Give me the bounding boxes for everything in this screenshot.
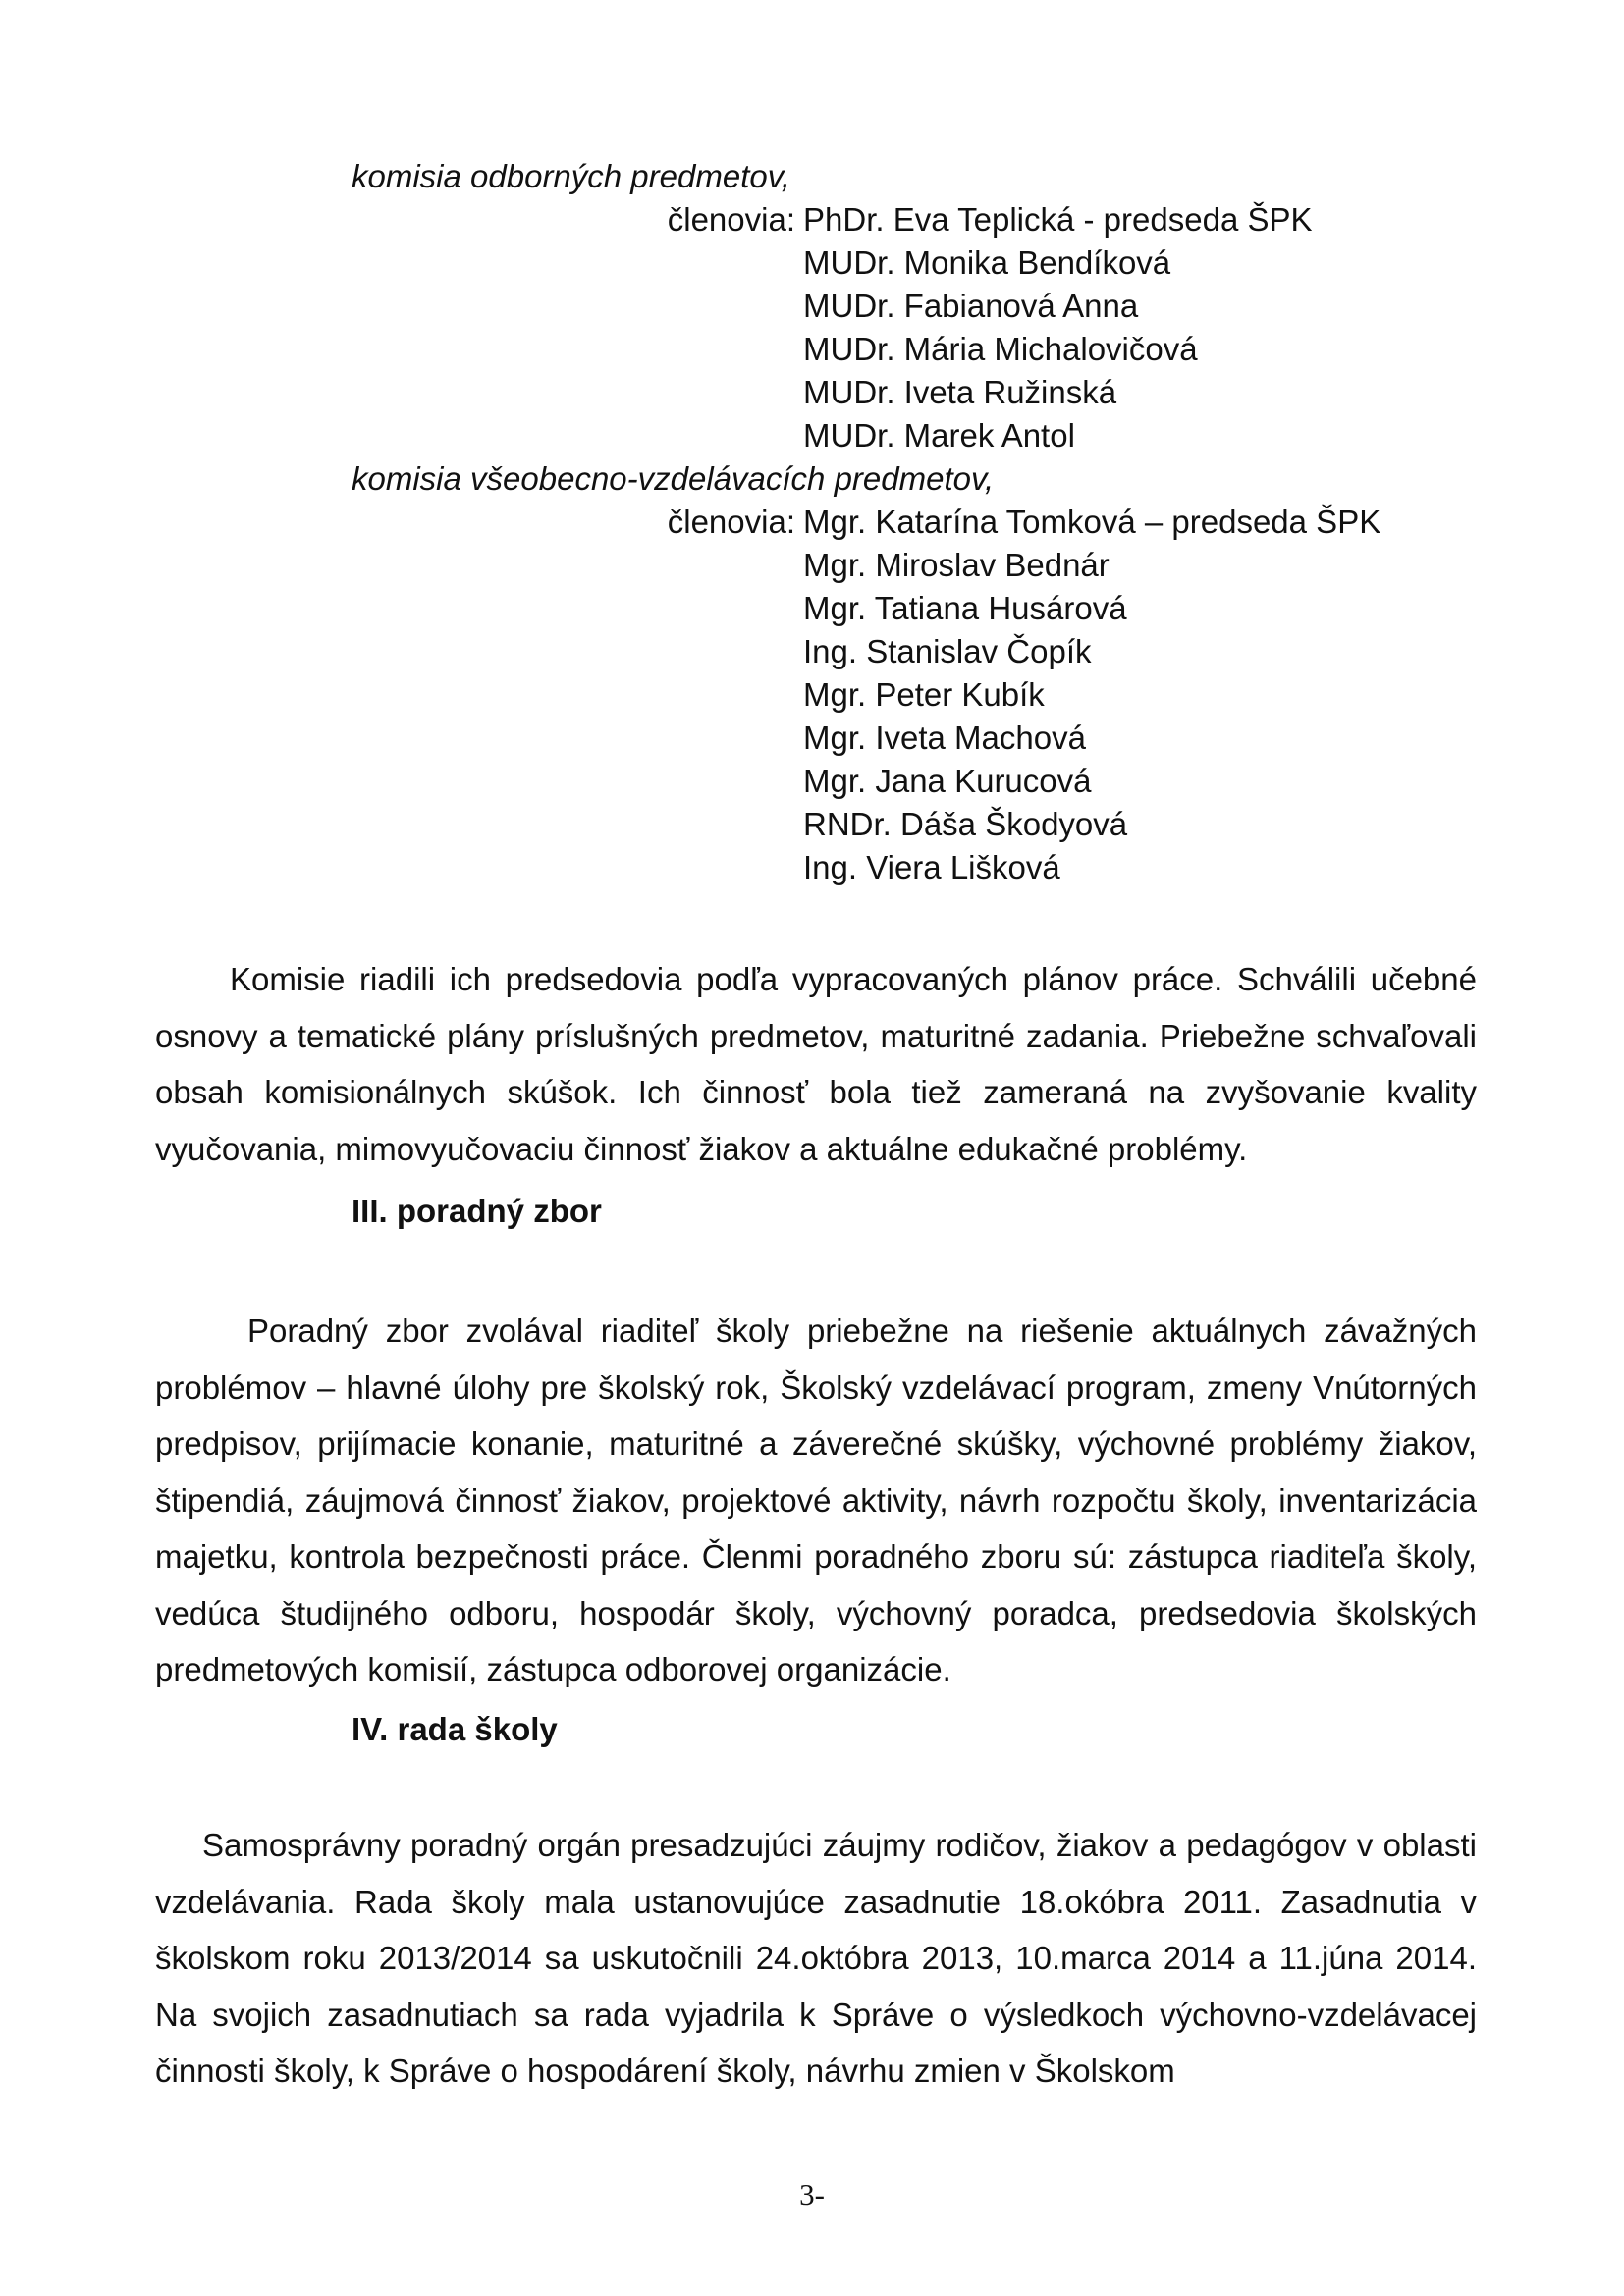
member-row [803, 241, 1313, 285]
member-name: Mgr. Iveta Machová [803, 720, 1086, 756]
member-name: Mgr. Katarína Tomková – predseda ŠPK [803, 504, 1381, 540]
member-row [803, 717, 1380, 760]
member-name: MUDr. Mária Michalovičová [803, 331, 1198, 367]
commission-1-members [667, 198, 1313, 457]
member-row [803, 371, 1313, 414]
commissions-summary-paragraph: Komisie riadili ich predsedovia podľa vypracovaných plánov práce. Schválili učebné osnovy a tematické plány príslušných predmetov, maturitné zadania. Priebežne schvaľovali obsah komisionálnych skúšok. Ich činnosť bola tiež zameraná na zvyšovanie kvality vyučovania, mimovyučovaciu činnosť žiakov a aktuálne edukačné problémy. [155, 961, 1477, 1167]
commission-2-title: komisia všeobecno-vzdelávacích predmetov, [352, 460, 995, 497]
member-row [667, 198, 1313, 241]
section-3-heading: III. poradný zbor [352, 1193, 602, 1229]
member-row [803, 285, 1313, 328]
member-row [803, 803, 1380, 846]
member-name: Ing. Viera Lišková [803, 849, 1060, 885]
member-row [803, 846, 1380, 889]
commission-2-members [667, 501, 1381, 889]
member-row [803, 630, 1380, 673]
member-name: Mgr. Tatiana Husárová [803, 590, 1127, 626]
member-row [803, 414, 1313, 457]
member-name: MUDr. Marek Antol [803, 417, 1075, 454]
member-name: MUDr. Iveta Ružinská [803, 374, 1117, 410]
member-row [803, 760, 1380, 803]
members-label: členovia: [667, 201, 795, 238]
commission-1-title: komisia odborných predmetov, [352, 158, 790, 194]
members-label: členovia: [667, 504, 795, 540]
section-3-paragraph: Poradný zbor zvolával riaditeľ školy priebežne na riešenie aktuálnych závažných problémov – hlavné úlohy pre školský rok, Školský vzdelávací program, zmeny Vnútorných predpisov, prijímacie konanie, maturitné a záverečné skúšky, výchovné problémy žiakov, štipendiá, záujmová činnosť žiakov, projektové aktivity, návrh rozpočtu školy, inventarizácia majetku, kontrola bezpečnosti práce. Členmi poradného zboru sú: zástupca riaditeľa školy, vedúca študijného odboru, hospodár školy, výchovný poradca, predsedovia školských predmetových komisií, zástupca odborovej organizácie. [155, 1312, 1477, 1687]
member-name: RNDr. Dáša Škodyová [803, 806, 1128, 842]
member-row [803, 544, 1380, 587]
member-name: PhDr. Eva Teplická - predseda ŠPK [803, 201, 1313, 238]
member-name: MUDr. Fabianová Anna [803, 288, 1139, 324]
member-row [667, 501, 1381, 544]
member-row [803, 328, 1313, 371]
member-name: Mgr. Peter Kubík [803, 676, 1045, 713]
member-row [803, 587, 1380, 630]
section-4-heading: IV. rada školy [352, 1711, 558, 1747]
member-name: Mgr. Miroslav Bednár [803, 547, 1110, 583]
member-name: Mgr. Jana Kurucová [803, 763, 1092, 799]
member-name: Ing. Stanislav Čopík [803, 633, 1092, 669]
member-row [803, 673, 1380, 717]
page-number: 3- [799, 2177, 825, 2212]
member-name: MUDr. Monika Bendíková [803, 244, 1171, 281]
section-4-paragraph: Samosprávny poradný orgán presadzujúci záujmy rodičov, žiakov a pedagógov v oblasti vzdelávania. Rada školy mala ustanovujúce zasadnutie 18.okóbra 2011. Zasadnutia v školskom roku 2013/2014 sa uskutočnili 24.októbra 2013, 10.marca 2014 a 11.júna 2014. Na svojich zasadnutiach sa rada vyjadrila k Správe o výsledkoch výchovno-vzdelávacej činnosti školy, k Správe o hospodárení školy, návrhu zmien v Školskom [155, 1827, 1477, 2089]
